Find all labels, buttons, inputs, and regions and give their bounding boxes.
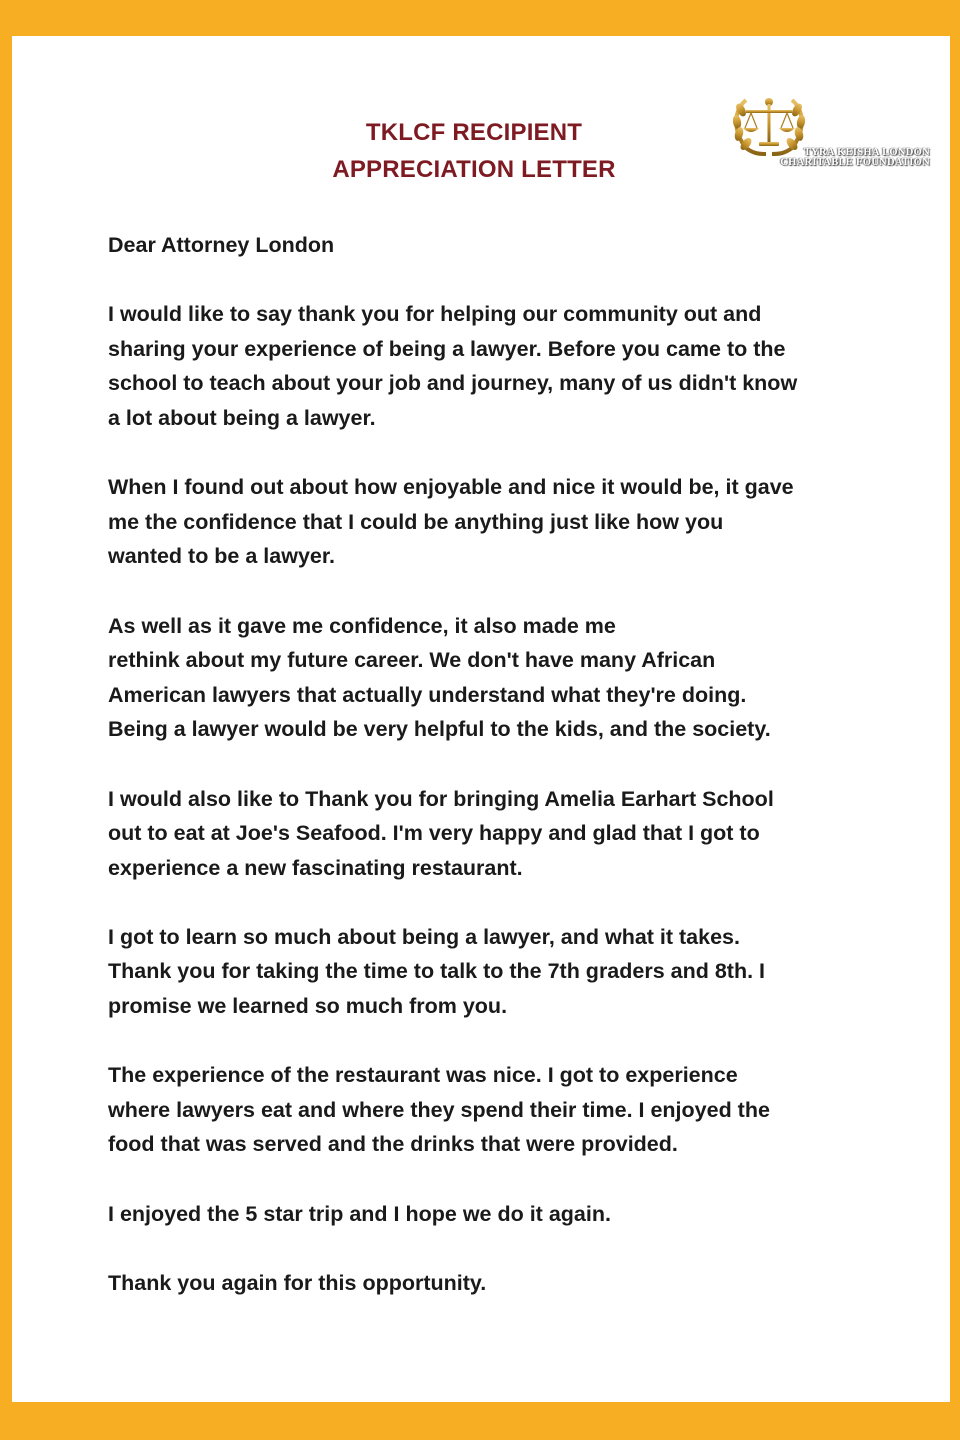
paragraph-line: I would also like to Thank you for bringing Amelia Earhart School bbox=[108, 786, 774, 811]
paragraph-3 bbox=[108, 609, 868, 747]
paragraph-line: Thank you for taking the time to talk to the 7th graders and 8th. I bbox=[108, 959, 766, 984]
paragraph-line: where lawyers eat and where they spend their time. I enjoyed the bbox=[108, 1097, 770, 1122]
letter-page bbox=[12, 36, 950, 1402]
paragraph-line: American lawyers that actually understand what they're doing. bbox=[108, 682, 747, 707]
paragraph-line: a lot about being a lawyer. bbox=[108, 405, 376, 430]
paragraph-line: food that was served and the drinks that were provided. bbox=[108, 1132, 678, 1157]
paragraph-line: I got to learn so much about being a lawyer, and what it takes. bbox=[108, 924, 740, 949]
title-line-1: TKLCF RECIPIENT bbox=[365, 119, 583, 146]
paragraph-line: promise we learned so much from you. bbox=[108, 994, 508, 1019]
paragraph-6 bbox=[108, 1058, 868, 1162]
letter-body bbox=[108, 228, 868, 1335]
paragraph-line: I enjoyed the 5 star trip and I hope we do it again. bbox=[108, 1201, 611, 1226]
paragraph-line: out to eat at Joe's Seafood. I'm very happy and glad that I got to bbox=[108, 821, 760, 846]
logo-text bbox=[760, 148, 930, 168]
title-line-2: APPRECIATION LETTER bbox=[332, 156, 616, 183]
paragraph-4 bbox=[108, 782, 868, 886]
paragraph-line: As well as it gave me confidence, it also made me bbox=[108, 613, 616, 638]
paragraph-line: I would like to say thank you for helping our community out and bbox=[108, 302, 762, 327]
paragraph-line: Thank you again for this opportunity. bbox=[108, 1270, 487, 1295]
paragraph-line: The experience of the restaurant was nice. I got to experience bbox=[108, 1063, 738, 1088]
salutation: Dear Attorney London bbox=[108, 233, 335, 257]
logo-text-line-2: CHARITABLE FOUNDATION bbox=[780, 157, 930, 168]
paragraph-line: rethink about my future career. We don't have many African bbox=[108, 648, 716, 673]
paragraph-line: me the confidence that I could be anything just like how you bbox=[108, 509, 724, 534]
paragraph-7 bbox=[108, 1197, 868, 1232]
paragraph-8 bbox=[108, 1266, 868, 1301]
paragraph-5 bbox=[108, 920, 868, 1024]
paragraph-1 bbox=[108, 297, 868, 435]
paragraph-line: experience a new fascinating restaurant. bbox=[108, 855, 523, 880]
foundation-logo bbox=[724, 88, 930, 178]
paragraph-2 bbox=[108, 470, 868, 574]
paragraph-line: wanted to be a lawyer. bbox=[108, 544, 336, 569]
paragraph-line: Being a lawyer would be very helpful to the kids, and the society. bbox=[108, 717, 771, 742]
paragraph-line: sharing your experience of being a lawyer. Before you came to the bbox=[108, 336, 786, 361]
paragraph-line: When I found out about how enjoyable and nice it would be, it gave bbox=[108, 475, 794, 500]
paragraph-line: school to teach about your job and journey, many of us didn't know bbox=[108, 371, 798, 396]
logo-text-line-1: TYRA KEISHA LONDON bbox=[803, 147, 930, 158]
